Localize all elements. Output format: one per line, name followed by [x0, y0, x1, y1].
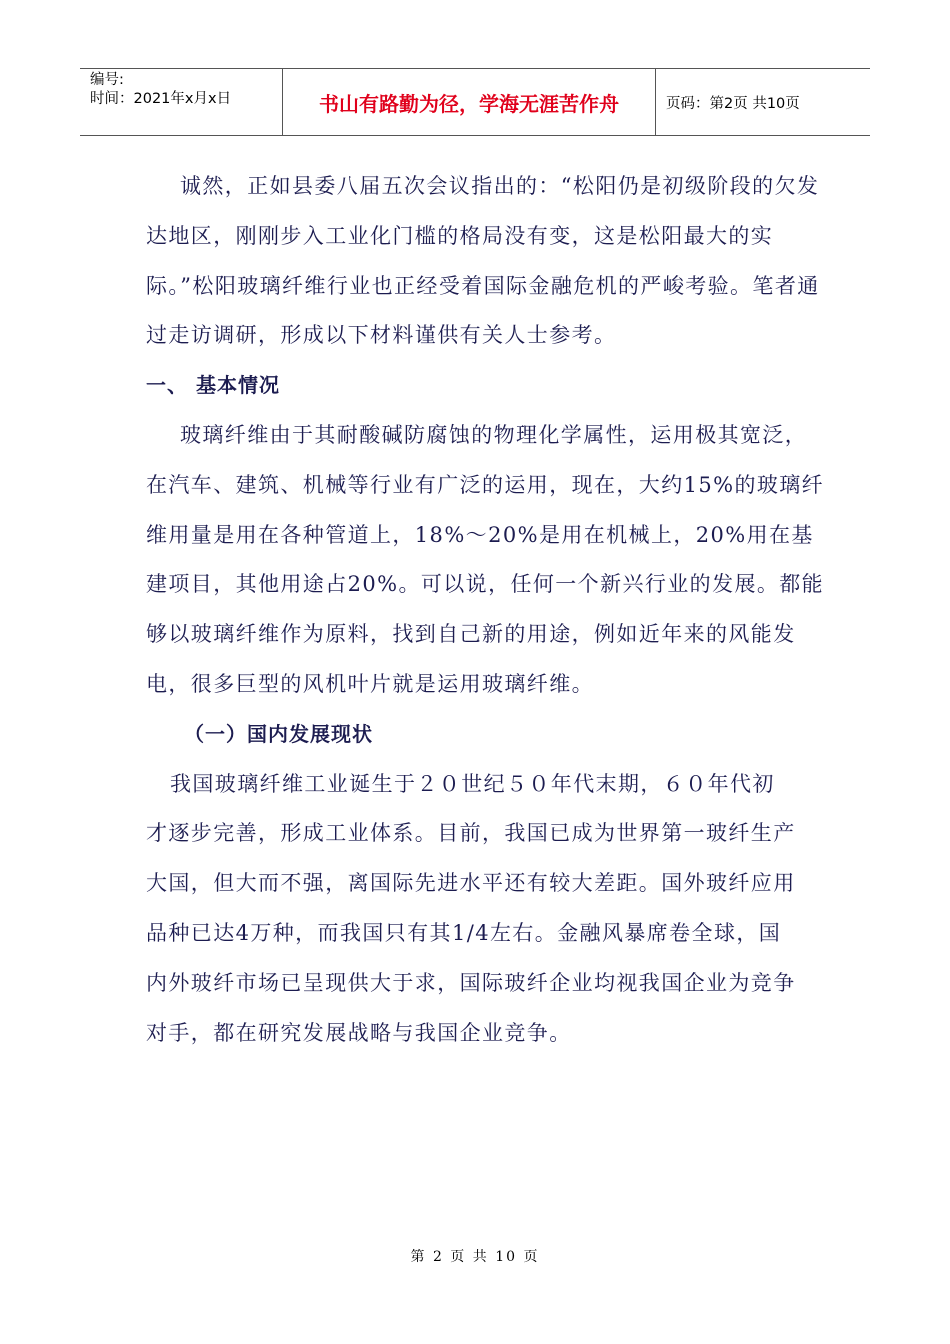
- document-body: [146, 162, 826, 1058]
- number-label: 编号:: [90, 72, 124, 88]
- page-header: [80, 68, 870, 136]
- paragraph-intro: 诚然，正如县委八届五次会议指出的：“松阳仍是初级阶段的欠发达地区，刚刚步入工业化门槛的格局没有变，这是松阳最大的实际。”松阳玻璃纤维行业也正经受着国际金融危机的严峻考验。笔者通过走访调研，形成以下材料谨供有关人士参考。: [146, 174, 820, 348]
- paragraph-domestic: 我国玻璃纤维工业诞生于２０世纪５０年代末期，６０年代初才逐步完善，形成工业体系。目前，我国已成为世界第一玻纤生产大国，但大而不强，离国际先进水平还有较大差距。国外玻纤应用品种已达4万种，而我国只有其1/4左右。金融风暴席卷全球，国内外玻纤市场已呈现供大于求，国际玻纤企业均视我国企业为竞争对手，都在研究发展战略与我国企业竞争。: [146, 771, 796, 1045]
- header-page-info: 页码：第2页 共10页: [666, 95, 800, 112]
- subsection-heading-domestic: （一）国内发展现状: [184, 721, 373, 746]
- paragraph-basic: 玻璃纤维由于其耐酸碱防腐蚀的物理化学属性，运用极其宽泛，在汽车、建筑、机械等行业有广泛的运用，现在，大约15%的玻璃纤维用量是用在各种管道上，18%～20%是用在机械上，20%用在基建项目，其他用途占20%。可以说，任何一个新兴行业的发展。都能够以玻璃纤维作为原料，找到自己新的用途，例如近年来的风能发电，很多巨型的风机叶片就是运用玻璃纤维。: [146, 422, 825, 696]
- time-label: 时间：2021年x月x日: [90, 91, 232, 107]
- page-footer: 第 2 页 共 10 页: [410, 1249, 540, 1265]
- header-meta: [80, 69, 282, 135]
- section-heading-basic: 一、 基本情况: [146, 373, 280, 398]
- header-motto: 书山有路勤为径，学海无涯苦作舟: [282, 69, 656, 135]
